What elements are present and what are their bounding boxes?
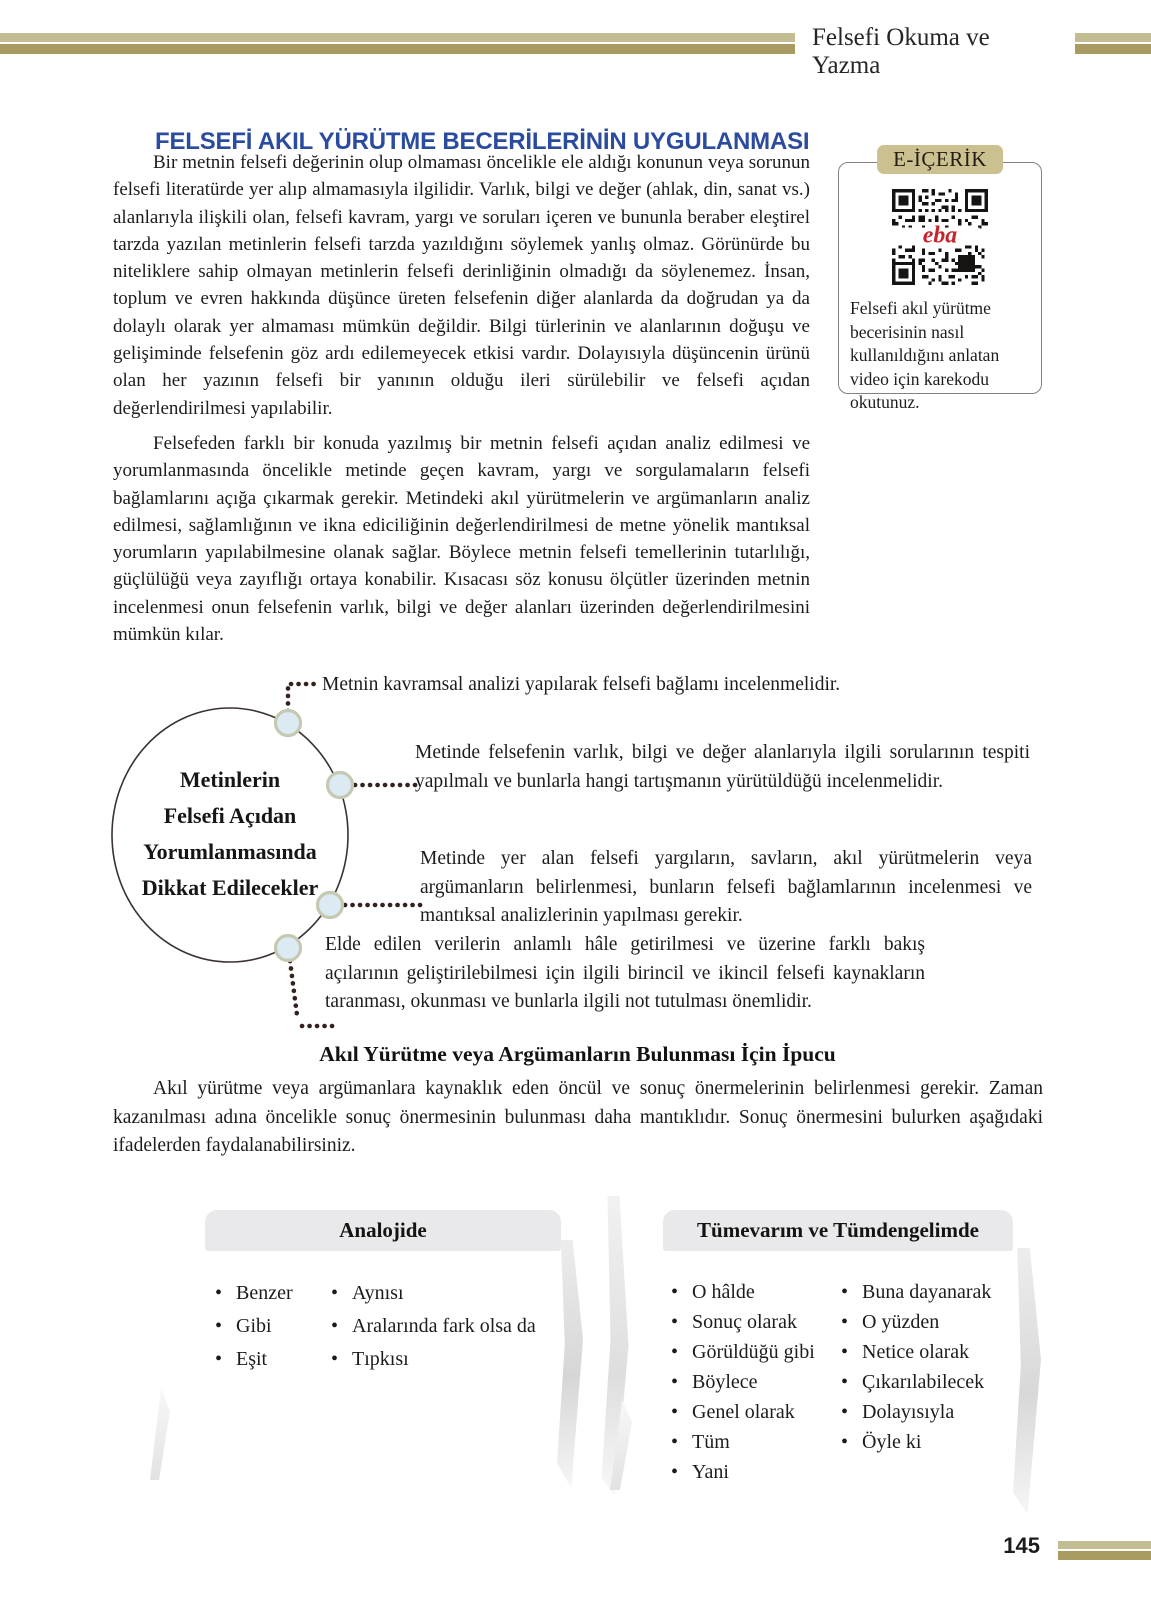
list-item: • Dolayısıyla bbox=[839, 1397, 991, 1427]
analogy-list-col2 bbox=[329, 1277, 536, 1376]
list-item: • Genel olarak bbox=[669, 1397, 839, 1427]
list-item: • O yüzden bbox=[839, 1307, 991, 1337]
list-item: • Tüm bbox=[669, 1427, 839, 1457]
list-item: • Gibi bbox=[213, 1310, 329, 1343]
list-item: • Sonuç olarak bbox=[669, 1307, 839, 1337]
analogy-box-title: Analojide bbox=[205, 1210, 561, 1251]
diagram-item: Metinde yer alan felsefi yargıların, savların, akıl yürütmelerin veya argümanların belirlenmesi, bunların felsefi bağlamlarının incelenmesi ve mantıksal analizlerinin yapılması gerekir. bbox=[420, 848, 1032, 926]
diagram-item: Metnin kavramsal analizi yapılarak felsefi bağlamı incelenmelidir. bbox=[322, 674, 841, 695]
section-heading: FELSEFİ AKIL YÜRÜTME BECERİLERİNİN UYGULANMASI bbox=[155, 128, 810, 156]
list-item: • O hâlde bbox=[669, 1277, 839, 1307]
diagram-center-label: Metinlerin Felsefi Açıdan Yorumlanmasında Dikkat Edilecekler bbox=[141, 767, 319, 900]
page-number: 145 bbox=[1003, 1533, 1040, 1558]
page-curl-shadow bbox=[610, 1400, 632, 1490]
list-item: • Aynısı bbox=[329, 1277, 536, 1310]
list-item: • Benzer bbox=[213, 1277, 329, 1310]
header-band-light-right bbox=[1075, 33, 1151, 42]
page-curl-shadow bbox=[1013, 1248, 1041, 1514]
list-item: • Buna dayanarak bbox=[839, 1277, 991, 1307]
analogy-list-col1 bbox=[213, 1277, 329, 1376]
dotted-connector-4a bbox=[290, 961, 297, 1015]
list-item: • Netice olarak bbox=[839, 1337, 991, 1367]
diagram-item: Metinde felsefenin varlık, bilgi ve değer alanlarıyla ilgili sorularının tespiti yapılmalı ve bunlarla hangi tartışmanın yürütüldüğü incelenmelidir. bbox=[415, 742, 1030, 792]
diagram-item: Elde edilen verilerin anlamlı hâle getirilmesi ve üzerine farklı bakış açılarının geliştirilebilmesi için ilgili birincil ve ikincil felsefi kaynakların taranması, okunması ve bunlarla ilgili not tutulması önemlidir. bbox=[325, 934, 925, 1012]
list-item: • Çıkarılabilecek bbox=[839, 1367, 991, 1397]
list-item: • Aralarında fark olsa da bbox=[329, 1310, 536, 1343]
body-paragraph: Bir metnin felsefi değerinin olup olmaması öncelikle ele aldığı konunun veya sorunun felsefi literatürde yer alıp almamasıyla ilgilidir. Varlık, bilgi ve değer (ahlak, din, sanat vs.) alanlarıyla ilişkili olan, felsefi kavram, yargı ve soruları içeren ve bununla beraber eleştirel tarzda yazılan metinlerin felsefi tarzda yazıldığını söylemek yanlış olmaz. Görünürde bu niteliklere sahip olmayan metinlerin felsefi derinliğinin olmadığı da söylenemez. İnsan, toplum ve evren hakkında düşünce üreten felsefenin diğer alanlarda da doğrudan ya da dolaylı olarak yer almaması mümkün değildir. Bilgi türlerinin ve alanlarının doğuşu ve gelişiminde felsefenin göz ardı edilemeyecek etkisi vardır. Dolayısıyla düşüncenin ürünü olan her yazının felsefi bir yanının olduğu ileri sürülebilir ve felsefi açıdan değerlendirilmesi yapılabilir. bbox=[113, 152, 810, 419]
page-curl-shadow bbox=[600, 1196, 630, 1496]
body-paragraph: Felsefeden farklı bir konuda yazılmış bir metnin felsefi açıdan analiz edilmesi ve yorumlanmasında öncelikle metinde geçen kavram, yargı ve sorgulamaların felsefi bağlamlarını açığa çıkarmak gerekir. Metindeki akıl yürütmelerin ve argümanların analiz edilmesi, sağlamlığının ve ikna ediciliğinin değerlendirilmesi de metne yönelik mantıksal yorumların yapılabilmesine olanak sağlar. Böylece metnin felsefi temellerinin tutarlılığı, güçlülüğü veya zayıflığı ortaya konabilir. Kısacası söz konusu ölçütler üzerinden metnin incelenmesi onun felsefenin varlık, bilgi ve değer alanları üzerinden değerlendirilmesini mümkün kılar. bbox=[113, 432, 810, 646]
header-band-light-left bbox=[0, 33, 795, 42]
econtent-caption: Felsefi akıl yürütme becerisinin nasıl kullanıldığını anlatan video için karekodu okutunuz. bbox=[850, 298, 1000, 412]
footer-band-light bbox=[1058, 1541, 1151, 1549]
induction-deduction-box bbox=[663, 1210, 1013, 1487]
econtent-box bbox=[838, 147, 1042, 412]
tip-heading: Akıl Yürütme veya Argümanların Bulunması İçin İpucu bbox=[319, 1042, 836, 1066]
list-item: • Öyle ki bbox=[839, 1427, 991, 1457]
list-item: • Böylece bbox=[669, 1367, 839, 1397]
list-item: • Eşit bbox=[213, 1343, 329, 1376]
econtent-label: E-İÇERİK bbox=[877, 145, 1003, 174]
eba-logo: eba bbox=[922, 222, 958, 249]
list-item: • Görüldüğü gibi bbox=[669, 1337, 839, 1367]
diagram-node-4 bbox=[276, 936, 301, 961]
tip-paragraph: Akıl yürütme veya argümanlara kaynaklık eden öncül ve sonuç önermelerinin belirlenmesi gerekir. Zaman kazanılması adına öncelikle sonuç önermesinin bulunması daha mantıklıdır. Sonuç önermesini bulurken aşağıdaki ifadelerden faydalanabilirsiniz. bbox=[113, 1078, 1043, 1156]
dotted-connector-1 bbox=[288, 684, 318, 711]
chapter-title: Felsefi Okuma ve Yazma bbox=[812, 24, 990, 79]
list-item: • Tıpkısı bbox=[329, 1343, 536, 1376]
footer-band-dark bbox=[1058, 1551, 1151, 1560]
tip-paragraph-wrap bbox=[113, 1075, 1043, 1161]
header-band-dark-right bbox=[1075, 44, 1151, 54]
induction-list-col2 bbox=[839, 1277, 991, 1487]
header-band-dark-left bbox=[0, 44, 795, 54]
analogy-box bbox=[205, 1210, 561, 1376]
body-text-column bbox=[113, 149, 810, 656]
qr-code-icon bbox=[892, 189, 988, 285]
list-item: • Yani bbox=[669, 1457, 839, 1487]
diagram-node-1 bbox=[276, 711, 301, 736]
induction-list-col1 bbox=[669, 1277, 839, 1487]
page-curl-shadow bbox=[150, 1388, 170, 1480]
induction-deduction-box-title: Tümevarım ve Tümdengelimde bbox=[663, 1210, 1013, 1251]
